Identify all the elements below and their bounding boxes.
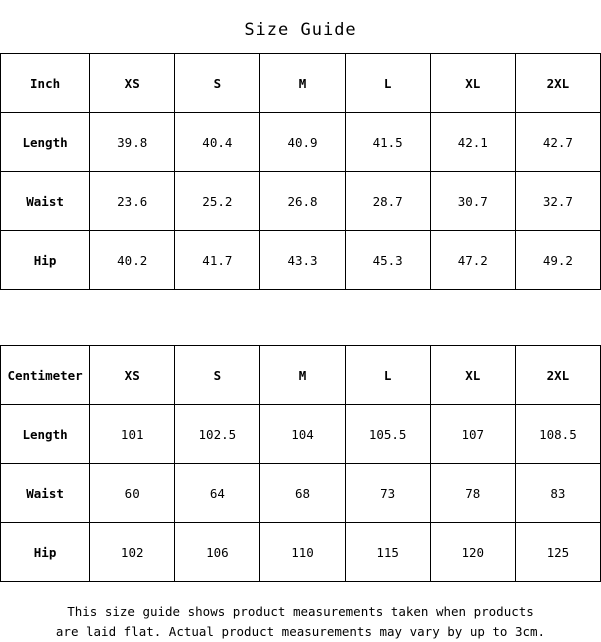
cell-hip-xl: 120 <box>430 523 515 582</box>
unit-label: Inch <box>1 54 90 113</box>
footnote-line-2: are laid flat. Actual product measurements may vary by up to 3cm. <box>55 624 546 639</box>
cell-length-xs: 101 <box>90 405 175 464</box>
row-label-hip: Hip <box>1 523 90 582</box>
cell-length-l: 105.5 <box>345 405 430 464</box>
cell-hip-s: 106 <box>175 523 260 582</box>
cell-hip-2xl: 49.2 <box>515 231 600 290</box>
cell-waist-xs: 60 <box>90 464 175 523</box>
cell-length-xs: 39.8 <box>90 113 175 172</box>
page-title: Size Guide <box>244 20 357 40</box>
cell-waist-2xl: 83 <box>515 464 600 523</box>
cell-waist-l: 73 <box>345 464 430 523</box>
cell-hip-xl: 47.2 <box>430 231 515 290</box>
table-header-row <box>1 54 601 113</box>
size-table-centimeter <box>0 345 601 582</box>
size-header-2xl: 2XL <box>515 346 600 405</box>
size-header-l: L <box>345 54 430 113</box>
cell-length-m: 40.9 <box>260 113 345 172</box>
row-label-length: Length <box>1 113 90 172</box>
size-header-l: L <box>345 346 430 405</box>
table-row <box>1 523 601 582</box>
cell-length-s: 102.5 <box>175 405 260 464</box>
table-header-row <box>1 346 601 405</box>
cell-length-xl: 42.1 <box>430 113 515 172</box>
table-row <box>1 405 601 464</box>
table-row <box>1 464 601 523</box>
size-header-m: M <box>260 346 345 405</box>
cell-hip-xs: 40.2 <box>90 231 175 290</box>
row-label-waist: Waist <box>1 464 90 523</box>
footnote-line-1: This size guide shows product measurements taken when products <box>67 604 534 619</box>
size-header-s: S <box>175 346 260 405</box>
cell-waist-s: 25.2 <box>175 172 260 231</box>
size-header-xl: XL <box>430 54 515 113</box>
cell-length-l: 41.5 <box>345 113 430 172</box>
size-header-xs: XS <box>90 54 175 113</box>
size-header-2xl: 2XL <box>515 54 600 113</box>
cell-waist-s: 64 <box>175 464 260 523</box>
cell-length-2xl: 42.7 <box>515 113 600 172</box>
size-header-xs: XS <box>90 346 175 405</box>
cell-waist-m: 68 <box>260 464 345 523</box>
cell-waist-2xl: 32.7 <box>515 172 600 231</box>
cell-hip-l: 115 <box>345 523 430 582</box>
size-header-m: M <box>260 54 345 113</box>
table-row <box>1 231 601 290</box>
cell-hip-2xl: 125 <box>515 523 600 582</box>
cell-waist-xl: 30.7 <box>430 172 515 231</box>
cell-length-2xl: 108.5 <box>515 405 600 464</box>
row-label-length: Length <box>1 405 90 464</box>
cell-length-m: 104 <box>260 405 345 464</box>
footnote <box>0 582 601 642</box>
table-row <box>1 172 601 231</box>
cell-hip-m: 43.3 <box>260 231 345 290</box>
size-header-xl: XL <box>430 346 515 405</box>
table-gap-divider <box>0 290 601 345</box>
cell-hip-l: 45.3 <box>345 231 430 290</box>
row-label-waist: Waist <box>1 172 90 231</box>
cell-length-xl: 107 <box>430 405 515 464</box>
cell-waist-xs: 23.6 <box>90 172 175 231</box>
cell-waist-xl: 78 <box>430 464 515 523</box>
cell-hip-xs: 102 <box>90 523 175 582</box>
size-header-s: S <box>175 54 260 113</box>
cell-length-s: 40.4 <box>175 113 260 172</box>
cell-hip-s: 41.7 <box>175 231 260 290</box>
cell-hip-m: 110 <box>260 523 345 582</box>
table-row <box>1 113 601 172</box>
unit-label: Centimeter <box>1 346 90 405</box>
cell-waist-m: 26.8 <box>260 172 345 231</box>
row-label-hip: Hip <box>1 231 90 290</box>
size-table-inch <box>0 53 601 290</box>
cell-waist-l: 28.7 <box>345 172 430 231</box>
